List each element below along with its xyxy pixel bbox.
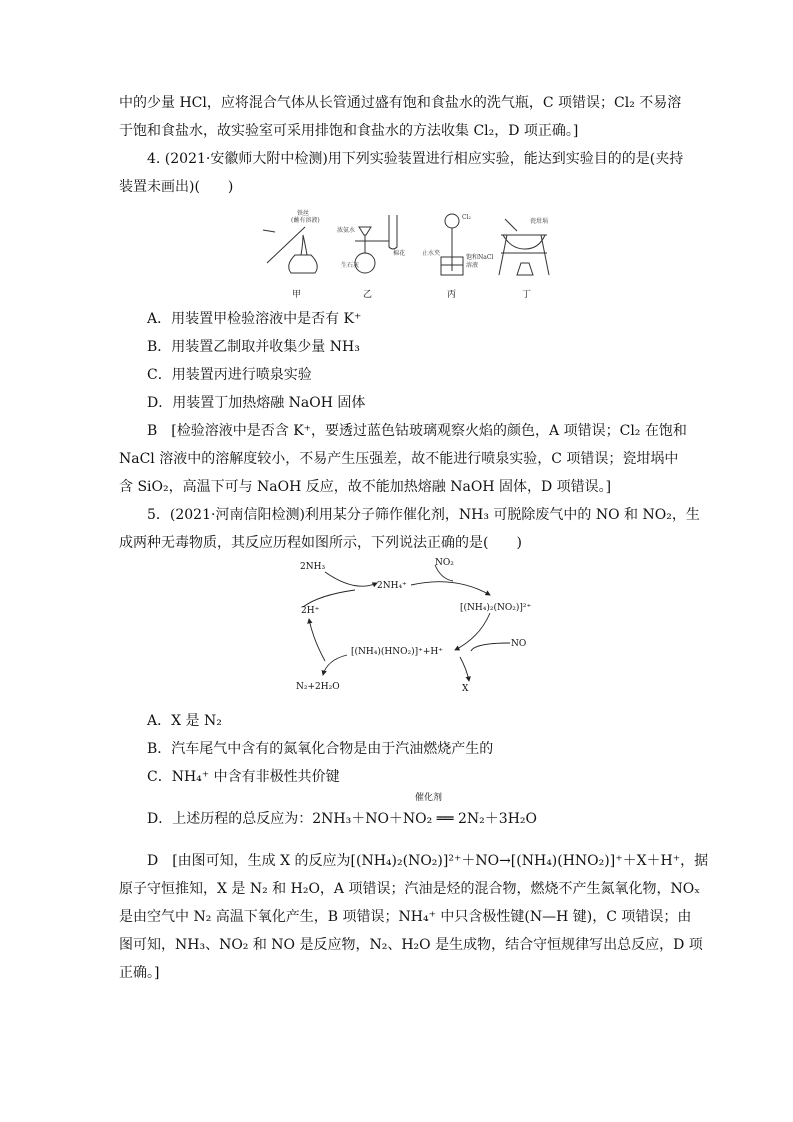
q5-answer-line-3: 是由空气中 N₂ 高温下氧化产生，B 项错误；NH₄⁺ 中只含极性键(N—H 键)，C 项错误；由 bbox=[119, 909, 692, 925]
q5-answer-line-4: 图可知，NH₃、NO₂ 和 NO 是反应物，N₂、H₂O 是生成物，结合守恒规律写出总反应，D 项 bbox=[119, 937, 703, 953]
species-complex: [(NH₄)₂(NO₂)]²⁺ bbox=[460, 603, 532, 613]
q4-answer-line-3: 含 SiO₂，高温下可与 NaOH 反应，故不能加热熔融 NaOH 固体，D 项错误。] bbox=[119, 479, 612, 495]
figure-label-ding: 丁 bbox=[522, 290, 532, 300]
apparatus-ding bbox=[499, 219, 549, 275]
ding-label-crucible: 瓷坩埚 bbox=[530, 218, 549, 225]
species-no: NO bbox=[511, 639, 527, 649]
q5-answer-line-5: 正确。] bbox=[119, 965, 160, 981]
bing-label-cl2: Cl₂ bbox=[462, 214, 471, 221]
apparatus-yi bbox=[355, 215, 397, 273]
q4-option-c: C．用装置丙进行喷泉实验 bbox=[147, 367, 312, 383]
arrow-no-join bbox=[471, 643, 510, 651]
arrow-h-join bbox=[303, 590, 355, 607]
q5-answer-line-2: 原子守恒推知，X 是 N₂ 和 H₂O，A 项错误；汽油是烃的混合物，燃烧不产生氮氧化物，NOₓ bbox=[119, 881, 701, 897]
q4-option-a: A．用装置甲检验溶液中是否有 K⁺ bbox=[147, 311, 362, 327]
q4-answer-line-1: B [检验溶液中是否含 K⁺，要透过蓝色钴玻璃观察火焰的颜色，A 项错误；Cl₂ 在饱和 bbox=[147, 423, 687, 439]
species-products: N₂+2H₂O bbox=[296, 682, 340, 692]
species-no2: NO₂ bbox=[435, 558, 454, 568]
q5-stem-line-2: 成两种无毒物质，其反应历程如图所示，下列说法正确的是( ) bbox=[119, 535, 522, 551]
q5-option-d: D．上述历程的总反应为：2NH₃＋NO＋NO₂ ══ 2N₂＋3H₂O bbox=[147, 811, 538, 827]
q5-option-b: B．汽车尾气中含有的氮氧化合物是由于汽油燃烧产生的 bbox=[147, 741, 494, 757]
species-nh4: 2NH₄⁺ bbox=[377, 581, 407, 591]
jia-label-solution: (蘸有溶液) bbox=[291, 217, 320, 224]
q5-reaction-diagram bbox=[285, 555, 545, 700]
yi-label-ammonia: 浓氨水 bbox=[337, 227, 356, 234]
q5-stem-line-1: 5．(2021·河南信阳检测)利用某分子筛作催化剂，NH₃ 可脱除废气中的 NO 和 NO₂，生 bbox=[147, 507, 700, 523]
q4-apparatus-figure bbox=[255, 205, 555, 305]
species-intermediate: [(NH₄)(HNO₂)]⁺+H⁺ bbox=[351, 647, 443, 657]
figure-label-yi: 乙 bbox=[363, 290, 373, 300]
intro-line-1: 中的少量 HCl，应将混合气体从长管通过盛有饱和食盐水的洗气瓶，C 项错误；Cl₂ 不易溶 bbox=[119, 95, 682, 111]
apparatus-jia bbox=[263, 227, 317, 273]
yi-label-cotton: 棉花 bbox=[393, 250, 406, 257]
bing-label-clamp: 止水夹 bbox=[422, 250, 441, 257]
arrow-nh3-to-nh4 bbox=[325, 572, 377, 586]
bing-label-solution: 溶液 bbox=[466, 262, 479, 269]
arrow-to-2h bbox=[309, 619, 325, 661]
arrow-to-n2 bbox=[323, 655, 347, 675]
q4-stem-line-1: 4. (2021·安徽师大附中检测)用下列实验装置进行相应实验，能达到实验目的的是(夹持 bbox=[147, 151, 684, 167]
apparatus-bing bbox=[441, 214, 463, 275]
q4-answer-line-2: NaCl 溶液中的溶解度较小，不易产生压强差，故不能进行喷泉实验，C 项错误；瓷坩埚中 bbox=[119, 451, 679, 467]
q5-option-d-catalyst: 催化剂 bbox=[415, 793, 443, 803]
species-x: X bbox=[462, 684, 469, 694]
q4-option-b: B．用装置乙制取并收集少量 NH₃ bbox=[147, 339, 360, 355]
jia-label-iron-wire: 铁丝 bbox=[297, 210, 310, 217]
figure-label-bing: 丙 bbox=[447, 290, 457, 300]
bing-label-nacl: 饱和NaCl bbox=[466, 254, 494, 261]
figure-label-jia: 甲 bbox=[292, 290, 302, 300]
q5-option-a: A．X 是 N₂ bbox=[147, 713, 222, 729]
arrow-nh4-to-complex bbox=[411, 582, 490, 595]
q4-option-d: D．用装置丁加热熔融 NaOH 固体 bbox=[147, 395, 366, 411]
intro-line-2: 于饱和食盐水，故实验室可采用排饱和食盐水的方法收集 Cl₂，D 项正确。] bbox=[119, 123, 579, 139]
species-nh3: 2NH₃ bbox=[300, 562, 326, 572]
yi-label-quicklime: 生石灰 bbox=[341, 262, 360, 269]
q4-stem-line-2: 装置未画出)( ) bbox=[119, 179, 234, 195]
q5-answer-line-1: D [由图可知，生成 X 的反应为[(NH₄)₂(NO₂)]²⁺＋NO→[(NH₄)(HNO₂)]⁺＋X＋H⁺，据 bbox=[147, 853, 709, 869]
arrow-to-x bbox=[460, 657, 469, 681]
species-2h: 2H⁺ bbox=[301, 606, 320, 616]
q5-option-c: C．NH₄⁺ 中含有非极性共价键 bbox=[147, 769, 340, 785]
